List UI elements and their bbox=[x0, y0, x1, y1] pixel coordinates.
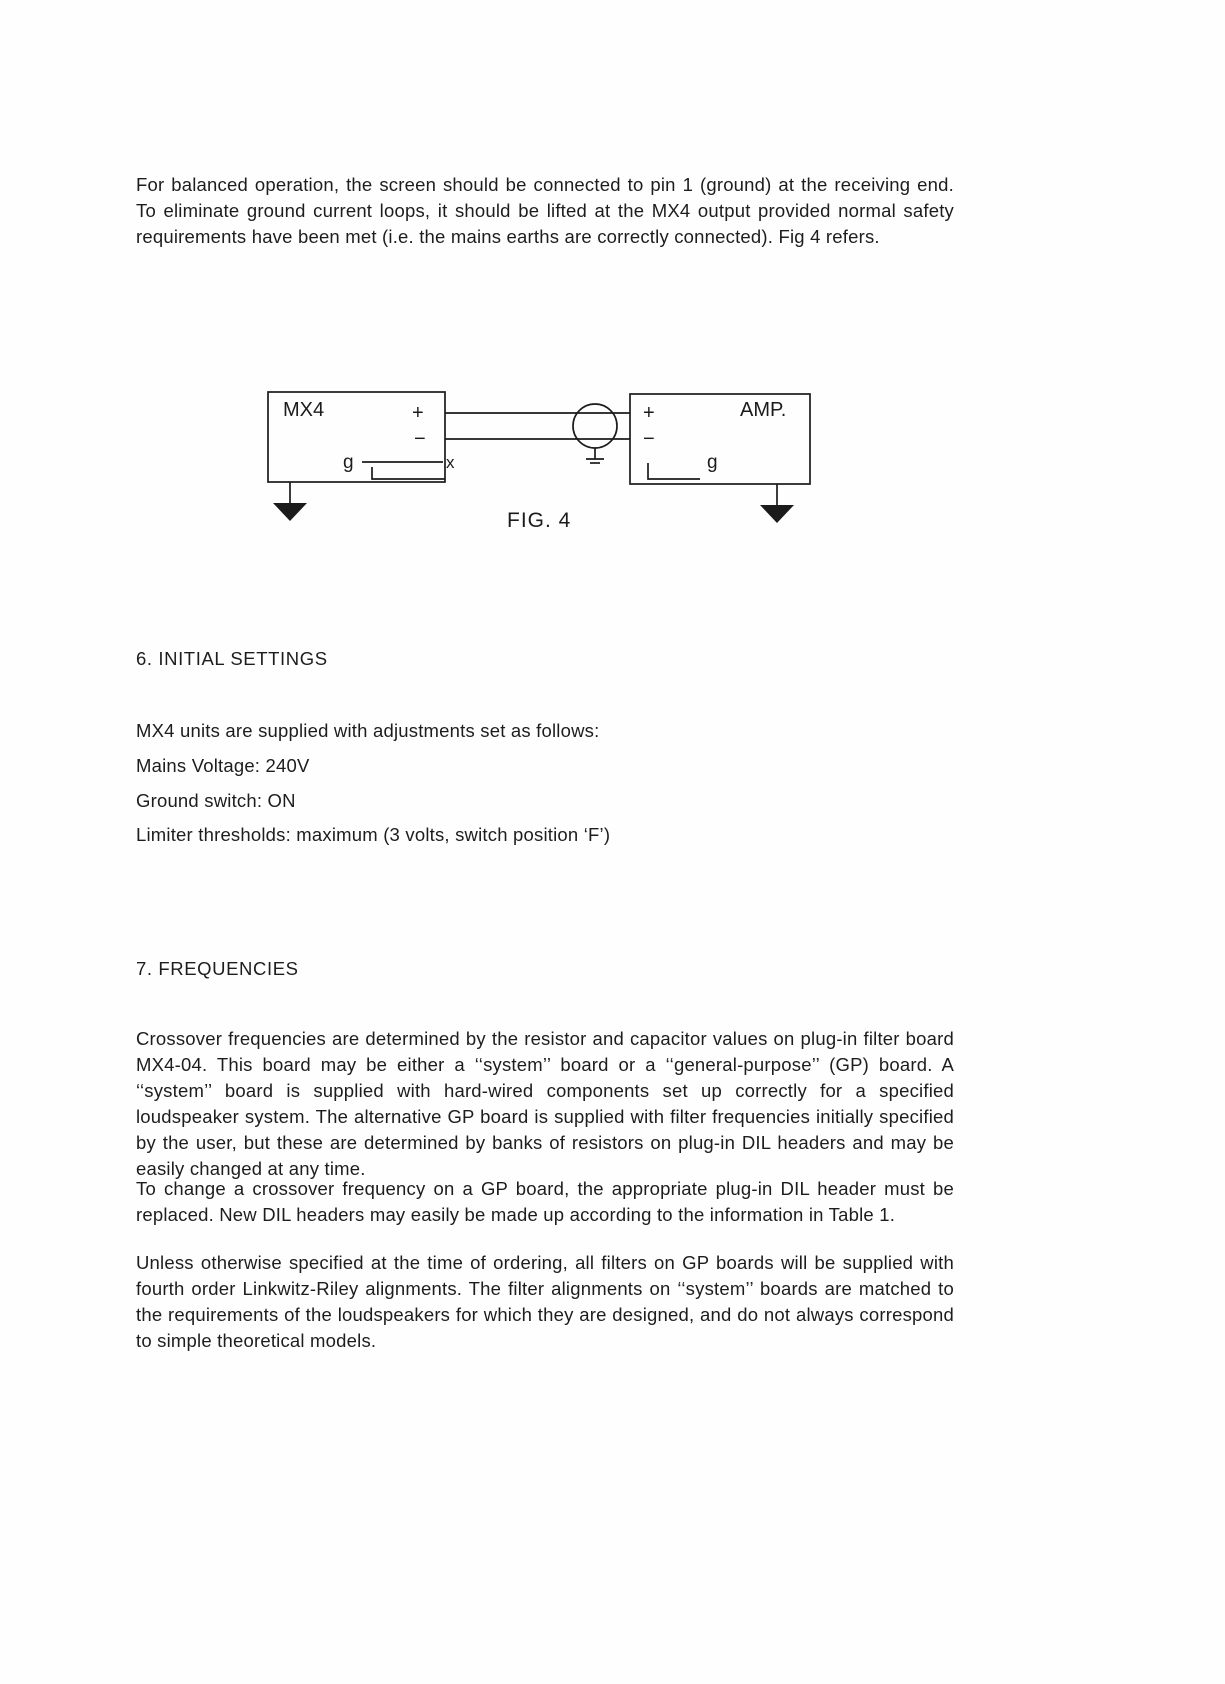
amp-earth-icon bbox=[760, 505, 794, 523]
mx4-box-label: MX4 bbox=[283, 399, 325, 421]
mx4-plus-label: + bbox=[412, 402, 424, 424]
amp-minus-label: − bbox=[643, 428, 655, 450]
amp-plus-label: + bbox=[643, 402, 655, 424]
section6-line-limiter-thresholds: Limiter thresholds: maximum (3 volts, switch position ‘F’) bbox=[136, 824, 611, 845]
section7-paragraph-alignments: Unless otherwise specified at the time of ordering, all filters on GP boards will be supplied with fourth order Linkwitz-Riley alignments. The filter alignments on ‘‘system’’ boards are matched to the requirements of the loudspeakers for which they are designed, and do not always correspond to simple theoretical models. bbox=[136, 1252, 954, 1351]
section7-heading: 7. FREQUENCIES bbox=[136, 958, 299, 979]
screen-circle bbox=[573, 404, 617, 448]
section6-line-mains-voltage: Mains Voltage: 240V bbox=[136, 755, 310, 776]
mx4-ground-label: g bbox=[343, 452, 354, 473]
figure-caption: FIG. 4 bbox=[507, 509, 572, 532]
intro-paragraph: For balanced operation, the screen should be connected to pin 1 (ground) at the receiving end. To eliminate ground current loops, it should be lifted at the MX4 output provided normal safety requirements have been met (i.e. the mains earths are correctly connected). Fig 4 refers. bbox=[136, 174, 954, 247]
mx4-ground-drop bbox=[372, 467, 445, 479]
amp-ground-drop bbox=[648, 463, 700, 479]
amp-box-label: AMP. bbox=[740, 399, 787, 421]
mx4-earth-icon bbox=[273, 503, 307, 521]
screen-lift-mark: x bbox=[446, 453, 455, 472]
section6-heading: 6. INITIAL SETTINGS bbox=[136, 648, 328, 669]
section7-paragraph-crossover: Crossover frequencies are determined by the resistor and capacitor values on plug-in filter board MX4-04. This board may be either a ‘‘system’’ board or a ‘‘general-purpose’’ (GP) board. A ‘‘system’’ board is supplied with hard-wired components set up correctly for a specified loudspeaker system. The alternative GP board is supplied with filter frequencies initially specified by the user, but these are determined by banks of resistors on plug-in DIL headers and may be easily changed at any time. bbox=[136, 1028, 954, 1179]
section6-line-ground-switch: Ground switch: ON bbox=[136, 790, 296, 811]
fig4-diagram bbox=[0, 375, 1225, 560]
section7-paragraph-dil-header: To change a crossover frequency on a GP board, the appropriate plug-in DIL header must be replaced. New DIL headers may easily be made up according to the information in Table 1. bbox=[136, 1178, 954, 1225]
amp-ground-label: g bbox=[707, 452, 718, 473]
section6-line-supplied: MX4 units are supplied with adjustments set as follows: bbox=[136, 720, 600, 741]
mx4-minus-label: − bbox=[414, 428, 426, 450]
